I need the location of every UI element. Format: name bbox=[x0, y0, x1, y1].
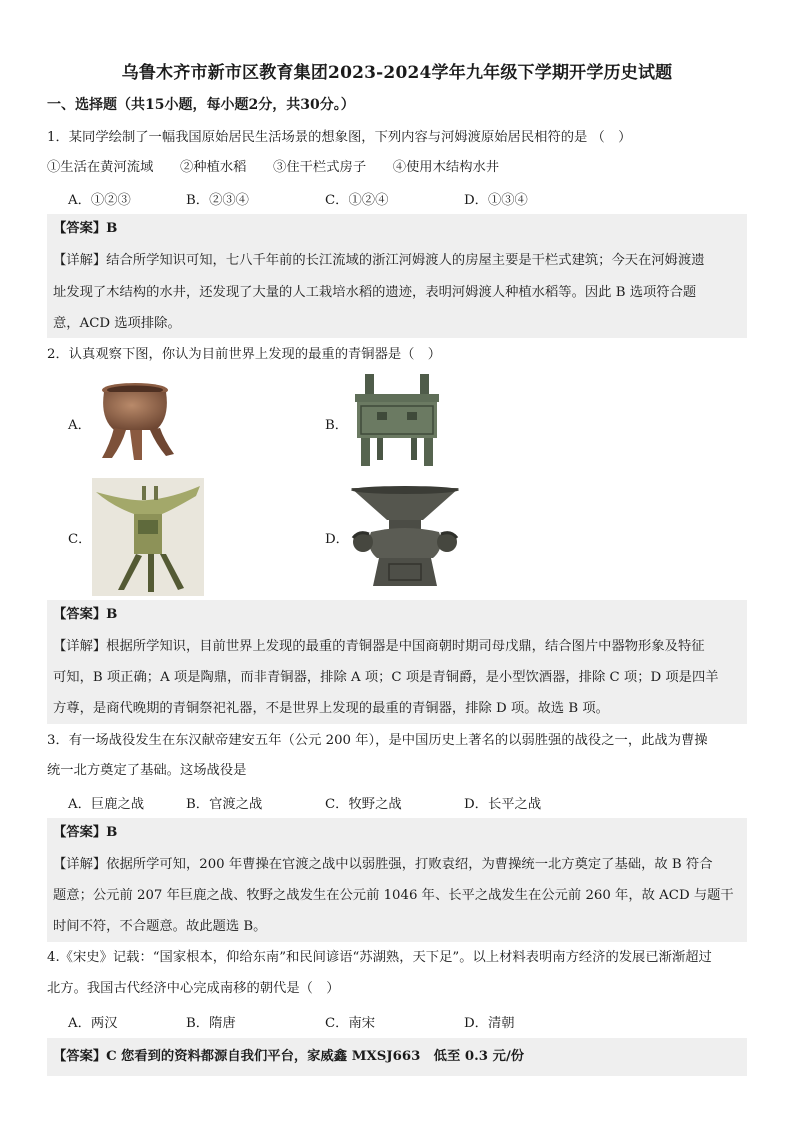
q2-label-c: C． bbox=[68, 532, 92, 547]
section-heading: 一、选择题（共15小题，每小题2分，共30分。） bbox=[47, 97, 355, 113]
q2-label-d: D． bbox=[325, 532, 349, 547]
q4-option-a: A．两汉 bbox=[68, 1016, 118, 1031]
q3-option-b: B．官渡之战 bbox=[186, 797, 263, 812]
q4-answer: 【答案】C bbox=[53, 1049, 117, 1064]
q2-label-b: B． bbox=[325, 418, 349, 433]
q3-detail-line-3: 时间不符，不合题意。故此题选 B。 bbox=[53, 919, 267, 934]
question-4-stem-line-2: 北方。我国古代经济中心完成南移的朝代是（ ） bbox=[47, 981, 340, 996]
q3-option-d: D．长平之战 bbox=[464, 797, 542, 812]
q3-answer: 【答案】B bbox=[53, 825, 118, 840]
q3-detail-line-1: 【详解】依据所学可知，200 年曹操在官渡之战中以弱胜强，打败袁绍，为曹操统一北方奠定了基础，故 B 符合 bbox=[53, 857, 713, 872]
q4-option-d: D．清朝 bbox=[464, 1016, 515, 1031]
question-4-stem-line-1: 4.《宋史》记载：“国家根本，仰给东南”和民间谚语“苏湖熟，天下足”。以上材料表明南方经济的发展已渐渐超过 bbox=[47, 950, 712, 965]
question-3-stem-line-1: 3．有一场战役发生在东汉献帝建安五年（公元 200 年），是中国历史上著名的以弱胜强的战役之一，此战为曹操 bbox=[47, 733, 708, 748]
question-1-items: ①生活在黄河流域 ②种植水稻 ③住干栏式房子 ④使用木结构水井 bbox=[47, 160, 500, 175]
q2-detail-line-2: 可知，B 项正确；A 项是陶鼎，而非青铜器，排除 A 项；C 项是青铜爵，是小型饮酒器，排除 C 项；D 项是四羊 bbox=[53, 670, 719, 685]
platform-promo: 您看到的资料都源自我们平台，家威鑫 MXSJ663 低至 0.3 元/份 bbox=[121, 1049, 525, 1064]
q3-option-c: C．牧野之战 bbox=[325, 797, 402, 812]
four-ram-zun-image bbox=[349, 484, 461, 588]
q1-detail-line-2: 址发现了木结构的水井，还发现了大量的人工栽培水稻的遗迹，表明河姆渡人种植水稻等。因此 B 选项符合题 bbox=[53, 285, 697, 300]
q2-detail-line-3: 方尊，是商代晚期的青铜祭祀礼器，不是世界上发现的最重的青铜器，排除 D 项。故选 B 项。 bbox=[53, 701, 609, 716]
question-3-stem-line-2: 统一北方奠定了基础。这场战役是 bbox=[47, 763, 247, 778]
q4-answer-box bbox=[47, 1038, 747, 1076]
q2-detail-line-1: 【详解】根据所学知识，目前世界上发现的最重的青铜器是中国商朝时期司母戊鼎，结合图片中器物形象及特征 bbox=[53, 639, 705, 654]
q2-answer-box bbox=[47, 600, 747, 724]
bronze-jue-image bbox=[92, 478, 204, 596]
q4-option-c: C．南宋 bbox=[325, 1016, 376, 1031]
q1-detail-line-3: 意，ACD 选项排除。 bbox=[53, 316, 181, 331]
q2-answer: 【答案】B bbox=[53, 607, 118, 622]
q1-option-b: B．②③④ bbox=[186, 193, 249, 208]
q1-detail-line-1: 【详解】结合所学知识可知，七八千年前的长江流域的浙江河姆渡人的房屋主要是干栏式建筑；今天在河姆渡遗 bbox=[53, 253, 705, 268]
q3-option-a: A．巨鹿之战 bbox=[68, 797, 145, 812]
pottery-tripod-image bbox=[92, 378, 178, 462]
q4-answer-row bbox=[53, 1048, 753, 1066]
q1-option-a: A．①②③ bbox=[68, 193, 131, 208]
page-title: 乌鲁木齐市新市区教育集团2023-2024学年九年级下学期开学历史试题 bbox=[121, 63, 673, 83]
q2-label-a: A． bbox=[68, 418, 91, 433]
q4-option-b: B．隋唐 bbox=[186, 1016, 236, 1031]
q3-answer-box bbox=[47, 818, 747, 942]
q1-option-c: C．①②④ bbox=[325, 193, 389, 208]
question-2-stem: 2．认真观察下图，你认为目前世界上发现的最重的青铜器是（ ） bbox=[47, 347, 442, 362]
q1-option-d: D．①③④ bbox=[464, 193, 528, 208]
q1-answer: 【答案】B bbox=[53, 221, 118, 236]
q1-answer-box bbox=[47, 214, 747, 338]
simuwu-ding-image bbox=[347, 372, 447, 469]
q3-detail-line-2: 题意；公元前 207 年巨鹿之战、牧野之战发生在公元前 1046 年、长平之战发生在公元前 260 年，故 ACD 与题干 bbox=[53, 888, 734, 903]
question-1-stem: 1．某同学绘制了一幅我国原始居民生活场景的想象图，下列内容与河姆渡原始居民相符的是 （ ） bbox=[47, 130, 632, 145]
